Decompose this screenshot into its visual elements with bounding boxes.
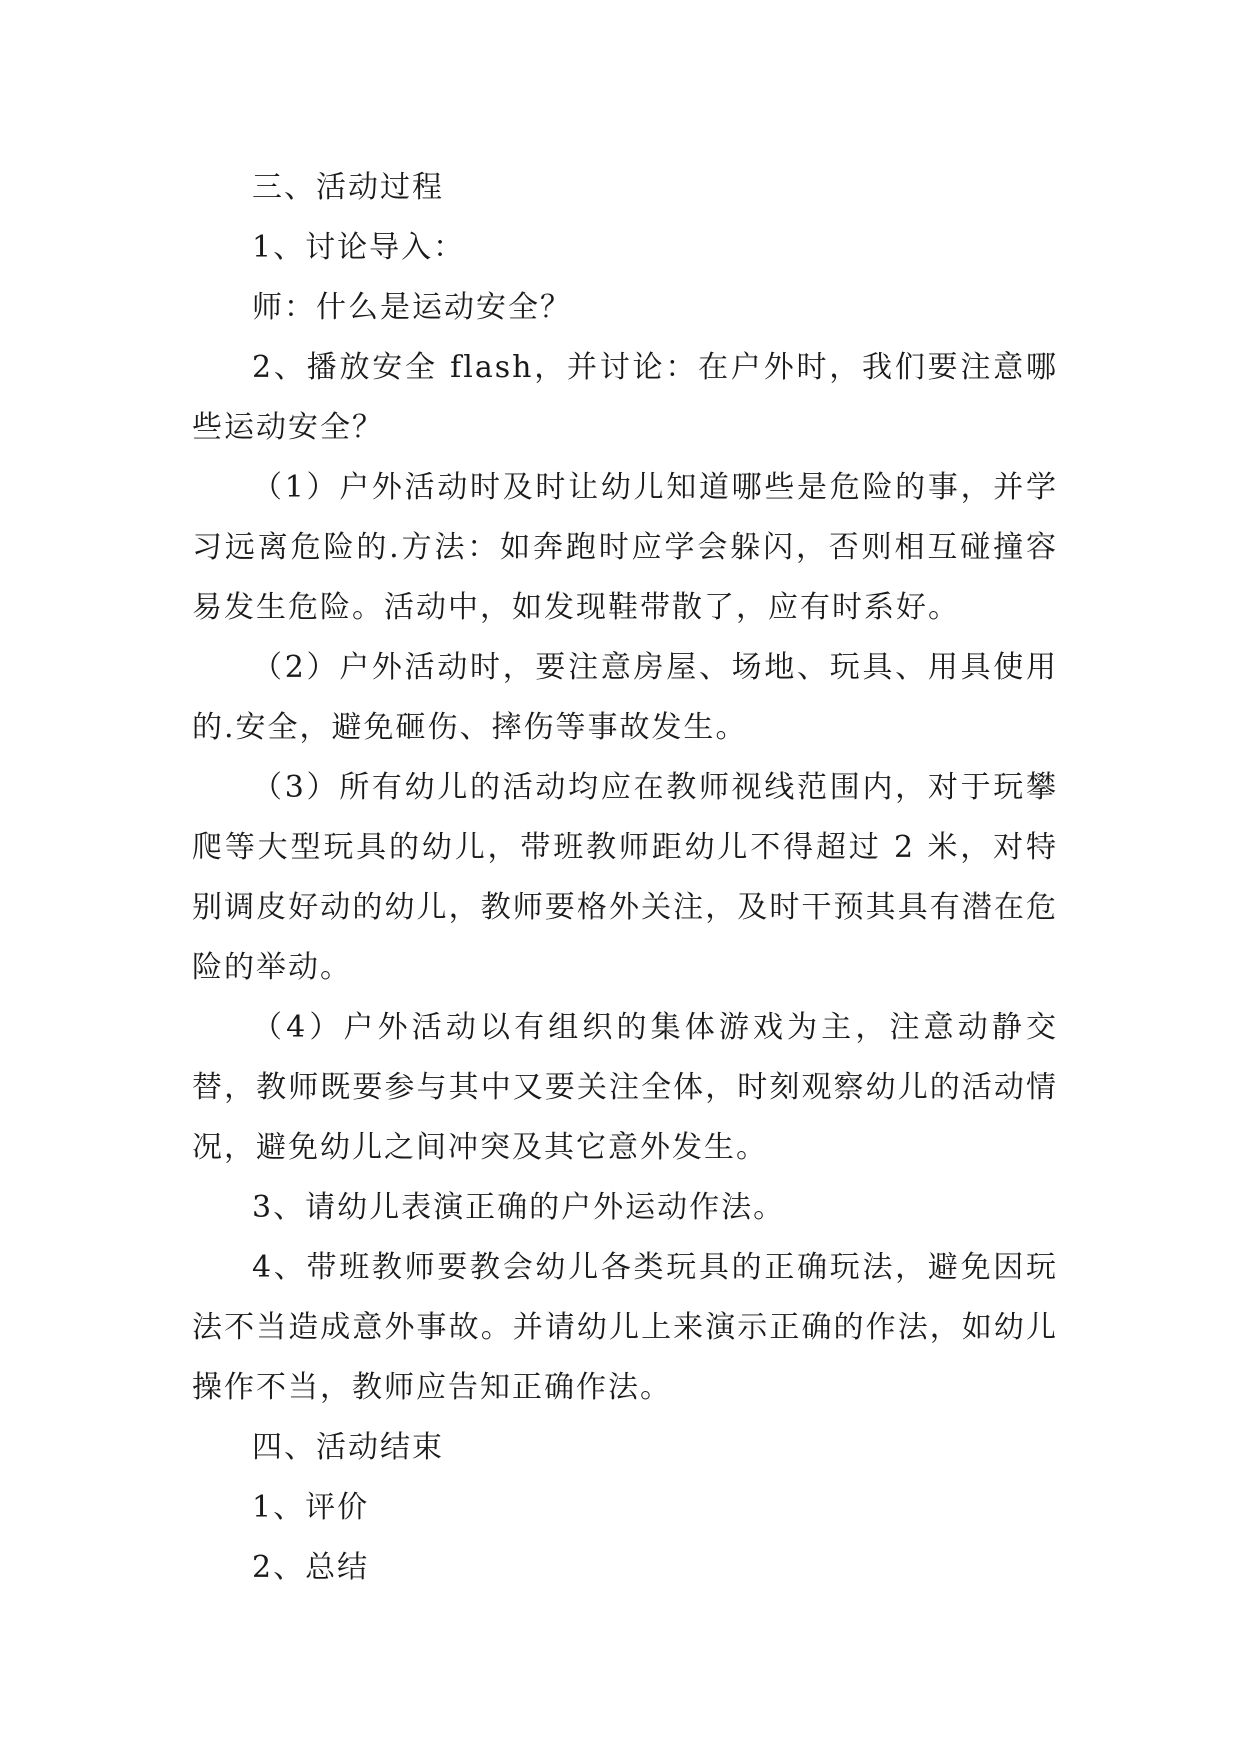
step-teacher-teach-toys: 4、带班教师要教会幼儿各类玩具的正确玩法，避免因玩法不当造成意外事故。并请幼儿上来演示正确的作法，如幼儿操作不当，教师应告知正确作法。 bbox=[192, 1250, 1058, 1405]
end-item-evaluation: 1、评价 bbox=[252, 1490, 370, 1525]
step-play-flash: 2、播放安全 flash，并讨论：在户外时，我们要注意哪些运动安全？ bbox=[192, 350, 1058, 445]
section-heading-activity-end: 四、活动结束 bbox=[252, 1430, 444, 1465]
item-2-paragraph: （2）户外活动时，要注意房屋、场地、玩具、用具使用的.安全，避免砸伤、摔伤等事故发生。 bbox=[192, 650, 1058, 745]
document-body bbox=[192, 158, 1058, 1598]
section-heading-activity-process: 三、活动过程 bbox=[252, 170, 444, 205]
teacher-question: 师：什么是运动安全？ bbox=[252, 290, 572, 325]
end-item-summary: 2、总结 bbox=[252, 1550, 370, 1585]
step-discussion-intro: 1、讨论导入： bbox=[252, 230, 466, 265]
item-1-paragraph: （1）户外活动时及时让幼儿知道哪些是危险的事，并学习远离危险的.方法：如奔跑时应学会躲闪，否则相互碰撞容易发生危险。活动中，如发现鞋带散了，应有时系好。 bbox=[192, 470, 1058, 625]
step-children-perform: 3、请幼儿表演正确的户外运动作法。 bbox=[252, 1190, 786, 1225]
item-3-paragraph: （3）所有幼儿的活动均应在教师视线范围内，对于玩攀爬等大型玩具的幼儿，带班教师距幼儿不得超过 2 米，对特别调皮好动的幼儿，教师要格外关注，及时干预其具有潜在危险的举动。 bbox=[192, 770, 1058, 985]
item-4-paragraph: （4）户外活动以有组织的集体游戏为主，注意动静交替，教师既要参与其中又要关注全体，时刻观察幼儿的活动情况，避免幼儿之间冲突及其它意外发生。 bbox=[192, 1010, 1058, 1165]
